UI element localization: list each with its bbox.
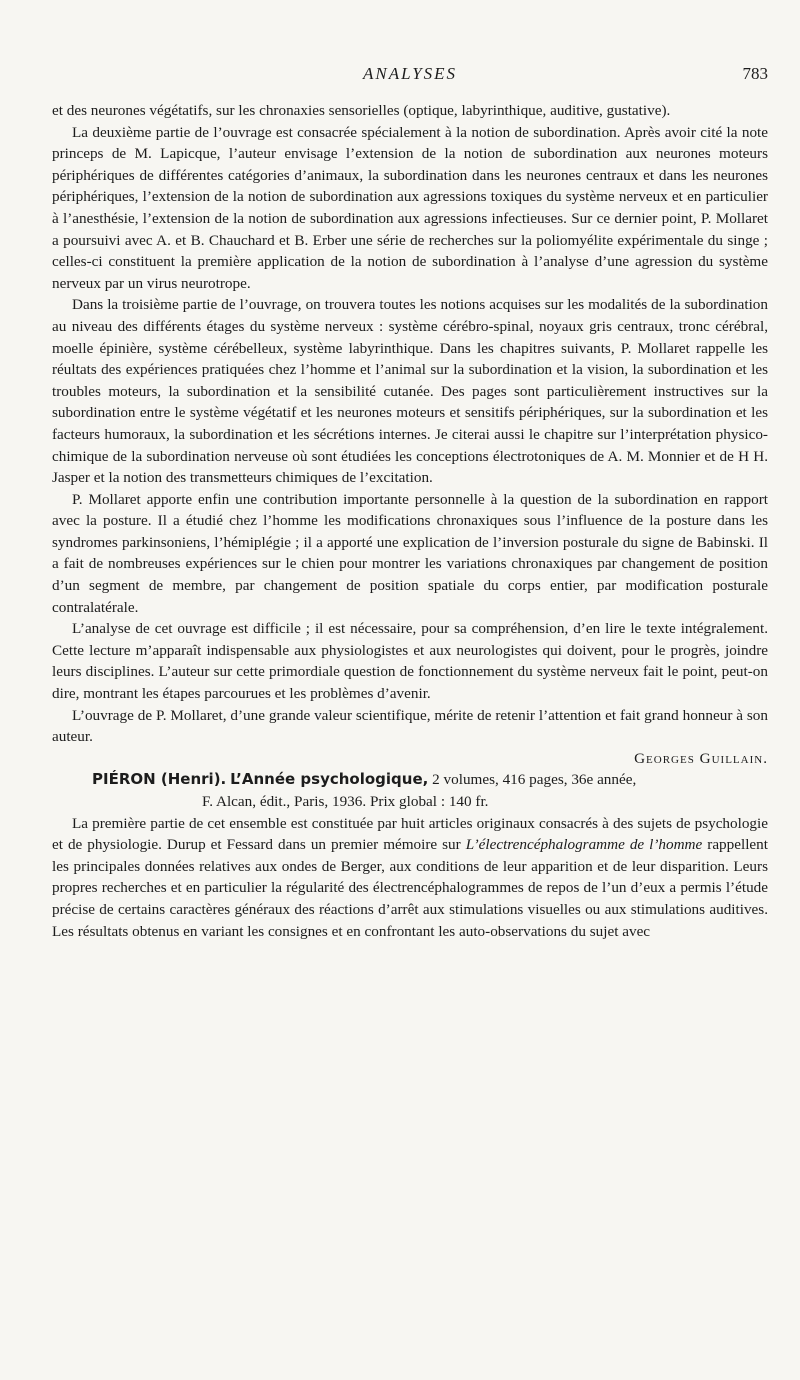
- review-author: PIÉRON (Henri).: [92, 770, 227, 789]
- paragraph: et des neurones végétatifs, sur les chronaxies sensorielles (optique, labyrinthique, auditive, gustative).: [52, 102, 671, 119]
- running-title: ANALYSES: [362, 64, 458, 83]
- review-publisher: F. Alcan, édit., Paris, 1936. Prix global : 140 fr.: [202, 793, 489, 810]
- review-header: [52, 769, 768, 812]
- running-head: [52, 64, 768, 88]
- body-text: [52, 100, 768, 942]
- page-number: 783: [742, 64, 768, 83]
- review-paragraph: [52, 813, 768, 943]
- review-details: 2 volumes, 416 pages, 36e année,: [432, 771, 637, 789]
- paragraph: P. Mollaret apporte enfin une contribution importante personnelle à la question de la subordination en rapport avec la posture. Il a étudié chez l’homme les modifications chronaxiques sous l’influence de la posture dans les syndromes parkinsoniens, l’hémiplégie ; il a apporté une explication de l’inversion posturale du signe de Babinski. Il a fait de nombreuses expériences sur le chien pour montrer les variations chronaxiques par changement de position d’un segment de membre, par changement de position spatiale du corps entier, par modification posturale contralatérale.: [52, 490, 768, 616]
- paragraph: La deuxième partie de l’ouvrage est consacrée spécialement à la notion de subordination. Après avoir cité la note princeps de M. Lapicque, l’auteur envisage l’extension de la notion de subordination aux neurones moteurs périphériques de différentes catégories d’animaux, la subordination dans les neurones centraux et dans les neurones périphériques, l’extension de la notion de subordination aux agressions toxiques du système nerveux et en particulier à l’anesthésie, l’extension de la notion de subordination aux agressions infectieuses. Sur ce dernier point, P. Mollaret a poursuivi avec A. et B. Chauchard et B. Erber une série de recherches sur la poliomyélite expérimentale du singe ; celles-ci constituent la première application de la notion de subordination à l’analyse d’une agression du système nerveux par un virus neurotrope.: [52, 123, 768, 292]
- review-text-start: La première partie de cet ensemble est constituée par huit articles originaux consacrés à des sujets de psychologie et de physiologie. Durup et Fessard dans un premier mémoire sur: [52, 814, 768, 854]
- review-book-title: L’Année psychologique,: [230, 770, 429, 789]
- paragraph: Dans la troisième partie de l’ouvrage, on trouvera toutes les notions acquises sur les modalités de la subordination au niveau des différents étages du système nerveux : système cérébro-spinal, noyaux gris centraux, tronc cérébral, moelle épinière, système cérébelleux, système labyrinthique. Dans les chapitres suivants, P. Mollaret rappelle les réultats des expériences pratiquées chez l’homme et l’animal sur la subordination et la vision, la subordination et les troubles moteurs, la subordination et la sensibilité cutanée. Des pages sont particulièrement instructives sur la subordination entre le système végétatif et les neurones moteurs et sensitifs périphériques, sur la subordination et les facteurs humoraux, la subordination et les sécrétions internes. Je citerai aussi le chapitre sur l’interprétation physico-chimique de la subordination nerveuse où sont étudiées les conceptions électrotoniques de A. M. Monnier et de H H. Jasper et la notion des transmetteurs chimiques de l’excitation.: [52, 296, 768, 487]
- paragraph: L’analyse de cet ouvrage est difficile ; il est nécessaire, pour sa compréhension, d’en lire le texte intégralement. Cette lecture m’apparaît indispensable aux physiologistes et aux neurologistes qui doivent, pour le progrès, joindre leurs disciplines. L’auteur sur cette primordiale question de fonctionnement du système nerveux fait le point, peut-on dire, montrant les étapes parcourues et les problèmes d’avenir.: [52, 620, 768, 703]
- signature: Georges Guillain.: [634, 749, 768, 767]
- review-text-end: rappellent les principales données relatives aux ondes de Berger, aux conditions de leur apparition et de leur disparition. Leurs propres recherches et en particulier la régularité des électrencéphalogrammes de repos de l’un d’eux a permis l’étude précise de certains caractères généraux des réactions d’arrêt aux stimulations visuelles ou aux stimulations auditives. Les résultats obtenus en variant les consignes et en confrontant les auto-observations du sujet avec: [52, 836, 768, 940]
- article-title: L’électrencéphalogramme de l’homme: [465, 836, 703, 854]
- paragraph: L’ouvrage de P. Mollaret, d’une grande valeur scientifique, mérite de retenir l’attention et fait grand honneur à son auteur.: [52, 706, 768, 746]
